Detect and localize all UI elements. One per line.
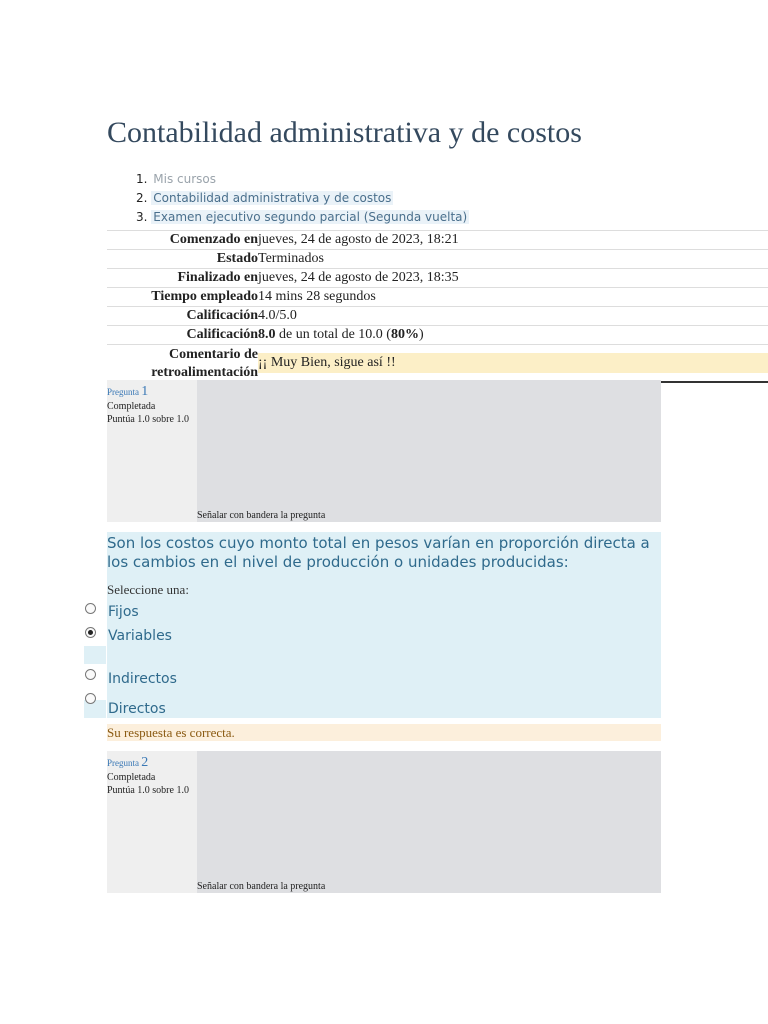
breadcrumb-link[interactable]: Examen ejecutivo segundo parcial (Segunda vuelta) xyxy=(153,210,468,224)
time-label: Tiempo empleado xyxy=(151,289,258,304)
time-value: 14 mins 28 segundos xyxy=(258,289,376,304)
question-prefix: Pregunta xyxy=(107,758,139,768)
question-state: Completada xyxy=(107,772,156,783)
radio-indirectos[interactable] xyxy=(85,669,96,680)
question-number-value: 2 xyxy=(141,755,149,770)
question-state: Completada xyxy=(107,401,156,412)
breadcrumb-number: 3. xyxy=(136,210,148,224)
question-prefix: Pregunta xyxy=(107,387,139,397)
summary-row-feedback xyxy=(107,344,768,383)
page-title: Contabilidad administrativa y de costos xyxy=(107,116,582,149)
started-value: jueves, 24 de agosto de 2023, 18:21 xyxy=(258,232,459,247)
breadcrumb-item-mis-cursos[interactable] xyxy=(136,172,218,186)
breadcrumb-link[interactable]: Mis cursos xyxy=(153,172,217,186)
summary-row-grade xyxy=(107,325,768,345)
option-label-variables[interactable]: Variables xyxy=(108,628,172,644)
question-number-value: 1 xyxy=(141,384,149,399)
question-number xyxy=(107,384,148,400)
option-label-fijos[interactable]: Fijos xyxy=(108,604,139,620)
feedback-label xyxy=(151,346,258,382)
summary-row-started xyxy=(107,230,768,250)
breadcrumb-link[interactable]: Contabilidad administrativa y de costos xyxy=(153,191,392,205)
grade-close: ) xyxy=(418,327,424,342)
feedback-label-line-2: retroalimentación xyxy=(151,365,258,380)
grade-value xyxy=(258,327,424,343)
flag-question-link[interactable]: Señalar con bandera la pregunta xyxy=(197,510,326,521)
summary-row-finished xyxy=(107,268,768,288)
summary-row-marks xyxy=(107,306,768,326)
breadcrumb-number: 1. xyxy=(136,172,148,186)
option-spacer xyxy=(84,646,106,664)
grade-label: Calificación xyxy=(186,327,258,342)
flag-question-link[interactable]: Señalar con bandera la pregunta xyxy=(197,881,326,892)
marks-label: Calificación xyxy=(186,308,258,323)
state-value: Terminados xyxy=(258,251,324,266)
summary-row-state xyxy=(107,249,768,269)
marks-value: 4.0/5.0 xyxy=(258,308,297,323)
finished-label: Finalizado en xyxy=(177,270,258,285)
question-1-info xyxy=(107,380,661,522)
radio-fijos[interactable] xyxy=(85,603,96,614)
answer-prompt: Seleccione una: xyxy=(107,582,189,597)
question-2-info xyxy=(107,751,661,893)
breadcrumb-item-quiz[interactable] xyxy=(136,210,469,224)
grade-total: de un total de 10.0 ( xyxy=(275,327,391,342)
option-label-indirectos[interactable]: Indirectos xyxy=(108,671,177,687)
radio-variables[interactable] xyxy=(85,627,96,638)
grade-percent: 80% xyxy=(390,327,419,342)
radio-directos[interactable] xyxy=(85,693,96,704)
feedback-value: ¡¡ Muy Bien, sigue así !! xyxy=(258,353,768,373)
grade-score: 8.0 xyxy=(258,327,276,342)
feedback-label-line-1: Comentario de xyxy=(168,347,258,362)
question-grade: Puntúa 1.0 sobre 1.0 xyxy=(107,785,189,796)
finished-value: jueves, 24 de agosto de 2023, 18:35 xyxy=(258,270,459,285)
started-label: Comenzado en xyxy=(169,232,258,247)
question-number xyxy=(107,755,148,771)
question-grade: Puntúa 1.0 sobre 1.0 xyxy=(107,414,189,425)
option-label-directos[interactable]: Directos xyxy=(108,701,166,717)
question-text: Son los costos cuyo monto total en pesos varían en proporción directa a los cambios en el nivel de producción o unidades producidas: xyxy=(107,534,650,571)
summary-row-time xyxy=(107,287,768,307)
breadcrumb-item-course[interactable] xyxy=(136,191,393,205)
state-label: Estado xyxy=(216,251,258,266)
breadcrumb-number: 2. xyxy=(136,191,148,205)
answer-feedback: Su respuesta es correcta. xyxy=(107,724,661,741)
